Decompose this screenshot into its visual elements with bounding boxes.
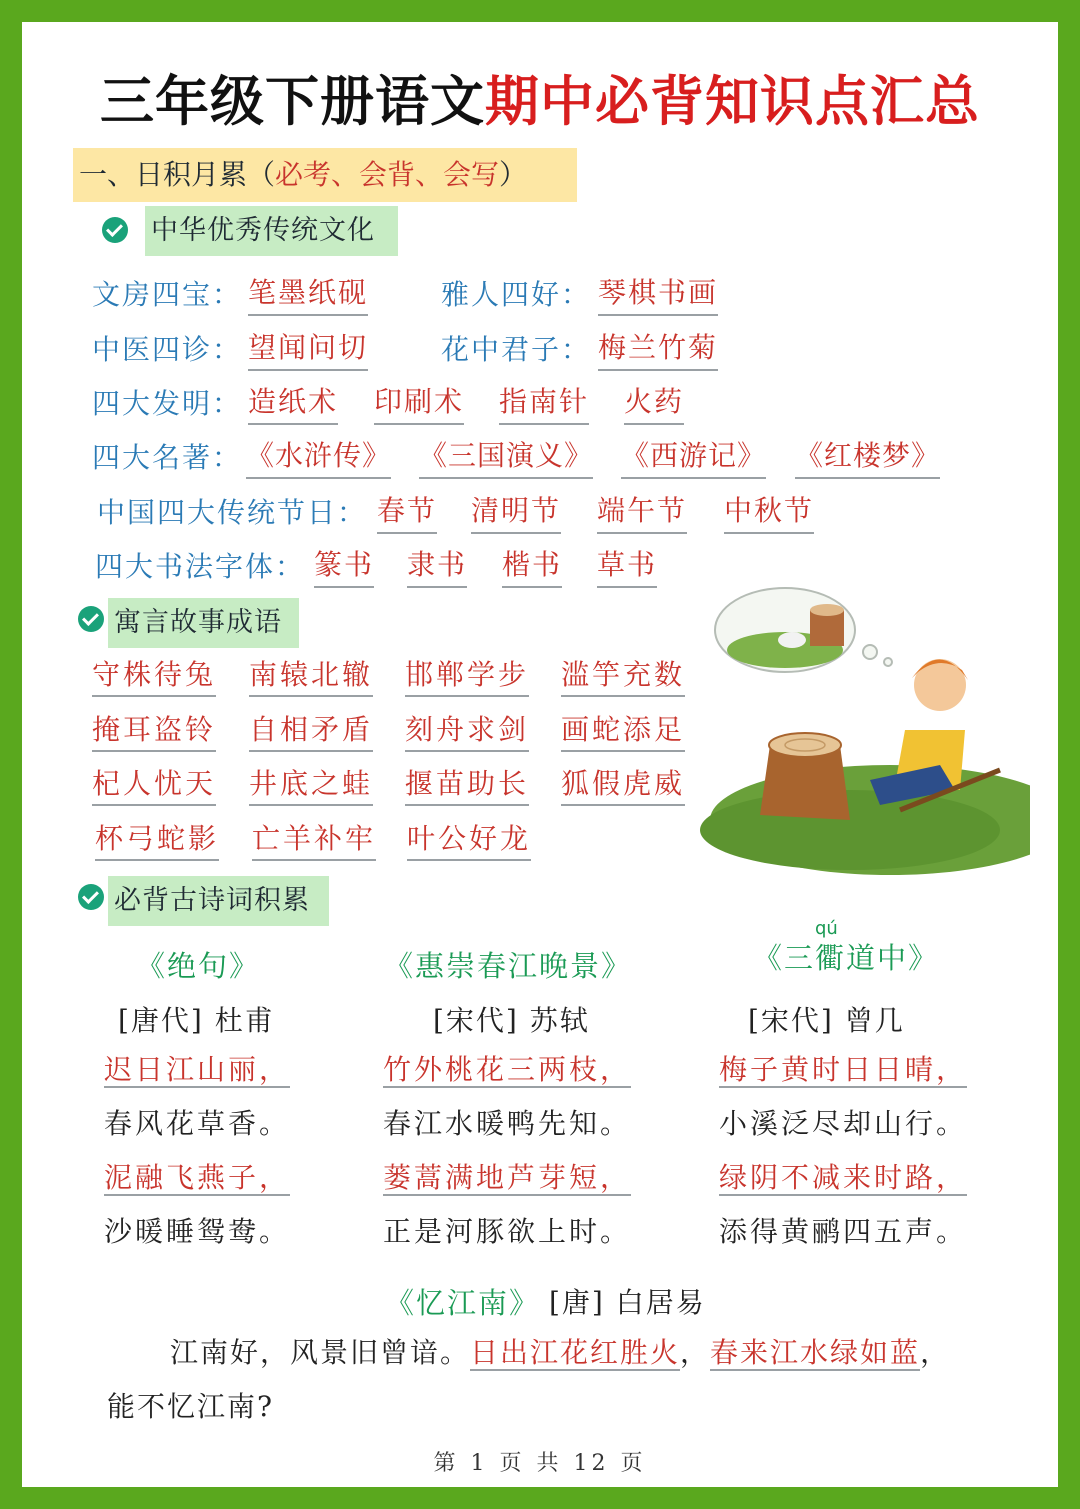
row-label: 四大书法字体： bbox=[95, 550, 306, 583]
answer: 端午节 bbox=[597, 491, 687, 534]
idiom: 井底之蛙 bbox=[249, 764, 373, 806]
culture-heading: 中华优秀传统文化 bbox=[145, 206, 398, 256]
answer: 《水浒传》 bbox=[246, 436, 391, 479]
answer: 隶书 bbox=[407, 545, 467, 588]
answer: 《红楼梦》 bbox=[795, 436, 940, 479]
poem-title: 《三衢道中》 bbox=[753, 941, 940, 975]
title-red: 期中必背知识点汇总 bbox=[485, 70, 980, 133]
culture-row bbox=[0, 273, 1080, 317]
poem-line: 春江水暖鸭先知。 bbox=[383, 1107, 632, 1140]
idiom: 邯郸学步 bbox=[405, 655, 529, 697]
poem-line bbox=[104, 1158, 290, 1198]
answer: 印刷术 bbox=[374, 382, 464, 425]
idiom: 亡羊补牢 bbox=[252, 819, 376, 861]
idiom: 狐假虎威 bbox=[561, 764, 685, 806]
answer: 笔墨纸砚 bbox=[248, 273, 368, 316]
poem-line-text: 绿阴不减来时路， bbox=[719, 1161, 968, 1194]
row-label: 花中君子： bbox=[441, 333, 592, 366]
poem-line-text: 梅子黄时日日晴， bbox=[719, 1053, 968, 1086]
poem-title: 《惠崇春江晚景》 bbox=[384, 949, 633, 983]
check-icon bbox=[102, 217, 128, 243]
answer: 篆书 bbox=[314, 545, 374, 588]
idiom: 掩耳盗铃 bbox=[92, 710, 216, 752]
ci-line-1 bbox=[170, 1333, 950, 1373]
poem-line-text: 泥融飞燕子， bbox=[104, 1161, 291, 1194]
poem-author: [宋代] 苏轼 bbox=[433, 1004, 590, 1037]
ci-line-2: 能不忆江南? bbox=[107, 1390, 275, 1423]
answer: 《西游记》 bbox=[621, 436, 766, 479]
check-icon bbox=[78, 606, 104, 632]
section-highlight: 必考、会背、会写 bbox=[275, 158, 500, 191]
ci-text: 江南好，风景旧曾谙。 bbox=[170, 1336, 471, 1369]
poem-line: 正是河豚欲上时。 bbox=[383, 1215, 632, 1248]
page-title bbox=[0, 62, 1080, 142]
row-label: 四大发明： bbox=[92, 387, 243, 420]
idioms-heading: 寓言故事成语 bbox=[108, 598, 299, 648]
idiom: 滥竽充数 bbox=[561, 655, 685, 697]
pinyin-annotation: qú bbox=[815, 918, 838, 939]
row-label: 雅人四好： bbox=[441, 278, 592, 311]
answer: 琴棋书画 bbox=[598, 273, 718, 316]
idiom: 刻舟求剑 bbox=[405, 710, 529, 752]
ci-text: ， bbox=[680, 1336, 711, 1369]
answer: 火药 bbox=[624, 382, 684, 425]
poem-line: 沙暖睡鸳鸯。 bbox=[104, 1215, 291, 1248]
poem-line bbox=[719, 1158, 967, 1198]
poem-line: 添得黄鹂四五声。 bbox=[719, 1215, 968, 1248]
idiom: 自相矛盾 bbox=[249, 710, 373, 752]
title-black: 三年级下册语文 bbox=[100, 70, 485, 133]
stump-illustration bbox=[700, 580, 1030, 880]
answer: 清明节 bbox=[471, 491, 561, 534]
poem-line-text: 蒌蒿满地芦芽短， bbox=[383, 1161, 632, 1194]
answer: 造纸术 bbox=[248, 382, 338, 425]
idiom: 南辕北辙 bbox=[249, 655, 373, 697]
poem-author: [唐代] 杜甫 bbox=[118, 1004, 275, 1037]
poem-title: 《绝句》 bbox=[136, 949, 261, 983]
idiom: 守株待兔 bbox=[92, 655, 216, 697]
culture-row bbox=[0, 436, 1080, 480]
answer: 草书 bbox=[597, 545, 657, 588]
culture-row bbox=[0, 491, 1080, 535]
row-label: 文房四宝： bbox=[92, 278, 243, 311]
row-label: 四大名著： bbox=[92, 441, 243, 474]
answer: 指南针 bbox=[499, 382, 589, 425]
culture-row bbox=[0, 328, 1080, 372]
ci-text: ， bbox=[920, 1336, 951, 1369]
poem-line bbox=[383, 1158, 631, 1198]
page-footer: 第 1 页 共 12 页 bbox=[433, 1451, 647, 1476]
ci-author: [唐] 白居易 bbox=[549, 1286, 706, 1319]
culture-row bbox=[0, 382, 1080, 426]
answer: 中秋节 bbox=[724, 491, 814, 534]
ci-text-red: 春来江水绿如蓝 bbox=[710, 1336, 921, 1369]
answer: 望闻问切 bbox=[248, 328, 368, 371]
row-label: 中医四诊： bbox=[92, 333, 243, 366]
poem-line: 春风花草香。 bbox=[104, 1107, 291, 1140]
poem-line-text: 迟日江山丽， bbox=[104, 1053, 291, 1086]
check-icon bbox=[78, 884, 104, 910]
section-prefix: 一、日积月累（ bbox=[79, 158, 276, 191]
poem-line bbox=[383, 1050, 631, 1090]
ci-title: 《忆江南》 bbox=[385, 1286, 541, 1320]
answer: 《三国演义》 bbox=[419, 436, 593, 479]
idiom: 杯弓蛇影 bbox=[95, 819, 219, 861]
idiom: 杞人忧天 bbox=[92, 764, 216, 806]
answer: 梅兰竹菊 bbox=[598, 328, 718, 371]
section-banner-1 bbox=[73, 148, 577, 202]
poem-author: [宋代] 曾几 bbox=[748, 1004, 905, 1037]
ci-text-red: 日出江花红胜火 bbox=[470, 1336, 681, 1369]
poems-heading: 必背古诗词积累 bbox=[108, 876, 329, 926]
row-label: 中国四大传统节日： bbox=[97, 496, 368, 529]
answer: 楷书 bbox=[502, 545, 562, 588]
poem-line bbox=[719, 1050, 967, 1090]
idiom: 画蛇添足 bbox=[561, 710, 685, 752]
poem-line-text: 竹外桃花三两枝， bbox=[383, 1053, 632, 1086]
idiom: 叶公好龙 bbox=[407, 819, 531, 861]
poem-line: 小溪泛尽却山行。 bbox=[719, 1107, 968, 1140]
poem-line bbox=[104, 1050, 290, 1090]
answer: 春节 bbox=[377, 491, 437, 534]
idiom: 揠苗助长 bbox=[405, 764, 529, 806]
section-suffix: ） bbox=[499, 158, 528, 191]
